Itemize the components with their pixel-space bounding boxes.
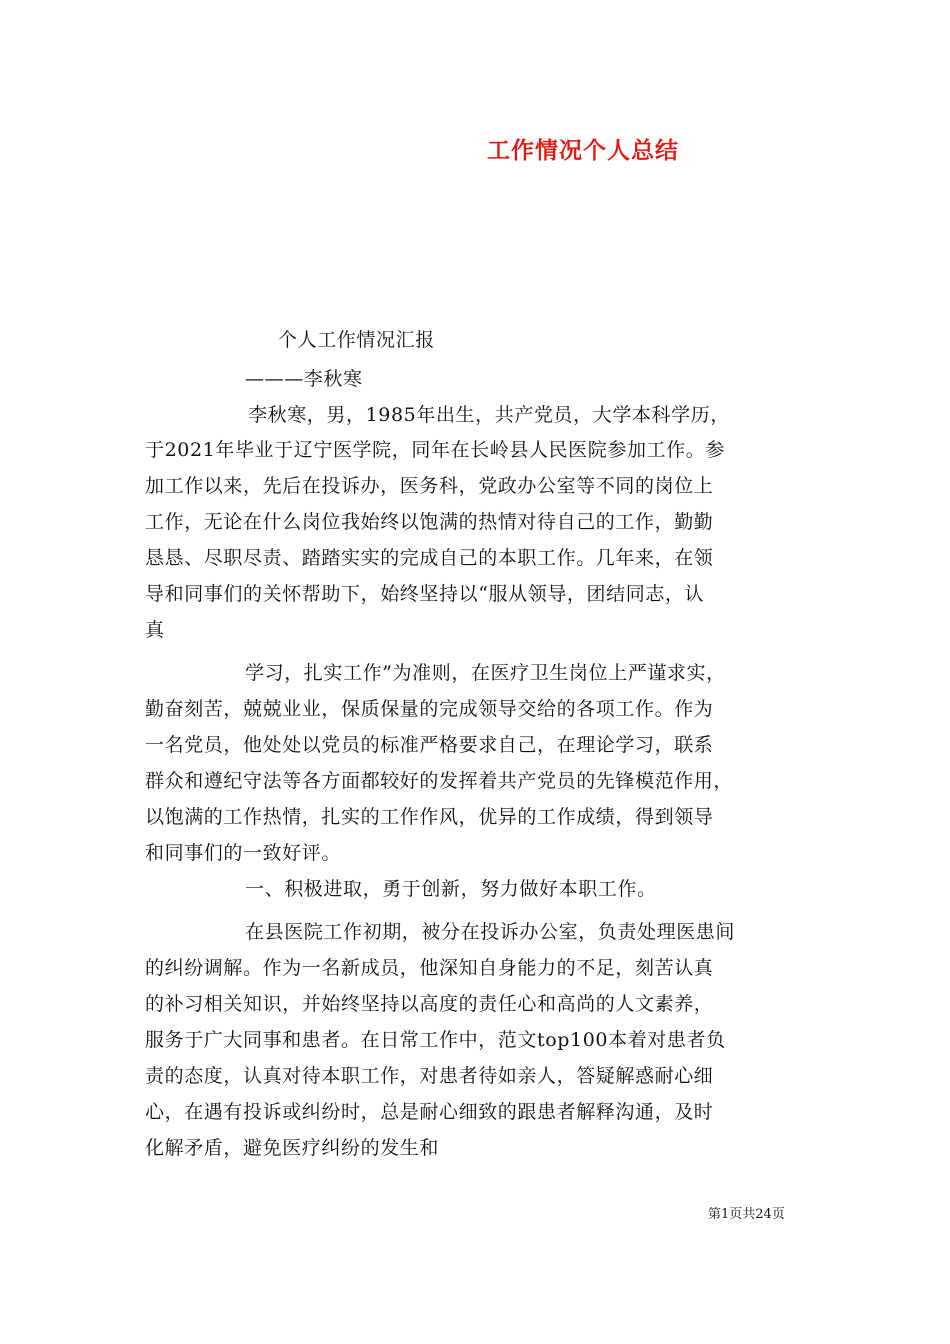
body-line: 在县医院工作初期，被分在投诉办公室，负责处理医患间 bbox=[245, 921, 736, 943]
body-line: 责的态度，认真对待本职工作，对患者待如亲人，答疑解惑耐心细 bbox=[145, 1065, 714, 1087]
body-line: 加工作以来，先后在投诉办，医务科，党政办公室等不同的岗位上 bbox=[145, 475, 714, 497]
body-line: 化解矛盾，避免医疗纠纷的发生和 bbox=[145, 1137, 440, 1159]
report-heading: 个人工作情况汇报 bbox=[278, 329, 435, 351]
author-line: ———李秋寒 bbox=[245, 368, 363, 390]
body-line: 以饱满的工作热情，扎实的工作作风，优异的工作成绩，得到领导 bbox=[145, 806, 714, 828]
body-line: 真 bbox=[145, 619, 165, 641]
document-title: 工作情况个人总结 bbox=[487, 137, 679, 164]
body-line: 一名党员，他处处以党员的标准严格要求自己，在理论学习，联系 bbox=[145, 734, 714, 756]
body-line: 的补习相关知识，并始终坚持以高度的责任心和高尚的人文素养， bbox=[145, 993, 714, 1015]
page-number: 第1页共24页 bbox=[708, 1207, 785, 1222]
body-line: 的纠纷调解。作为一名新成员，他深知自身能力的不足，刻苦认真 bbox=[145, 957, 714, 979]
body-line: 学习，扎实工作”为准则，在医疗卫生岗位上严谨求实， bbox=[245, 662, 726, 684]
body-line: 勤奋刻苦，兢兢业业，保质保量的完成领导交给的各项工作。作为 bbox=[145, 698, 714, 720]
body-line: 李秋寒，男，1985年出生，共产党员，大学本科学历， bbox=[248, 404, 730, 426]
body-line: 恳恳、尽职尽责、踏踏实实的完成自己的本职工作。几年来，在领 bbox=[145, 547, 714, 569]
body-line: 服务于广大同事和患者。在日常工作中，范文top100本着对患者负 bbox=[145, 1029, 726, 1051]
body-line: 心，在遇有投诉或纠纷时，总是耐心细致的跟患者解释沟通，及时 bbox=[145, 1101, 714, 1123]
section-heading: 一、积极进取，勇于创新，努力做好本职工作。 bbox=[245, 878, 657, 900]
body-line: 和同事们的一致好评。 bbox=[145, 842, 342, 864]
body-line: 群众和遵纪守法等各方面都较好的发挥着共产党员的先锋模范作用， bbox=[145, 770, 734, 792]
body-line: 于2021年毕业于辽宁医学院，同年在长岭县人民医院参加工作。参 bbox=[145, 439, 725, 461]
body-line: 工作，无论在什么岗位我始终以饱满的热情对待自己的工作，勤勤 bbox=[145, 511, 714, 533]
body-line: 导和同事们的关怀帮助下，始终坚持以“服从领导，团结同志，认 bbox=[145, 583, 705, 605]
